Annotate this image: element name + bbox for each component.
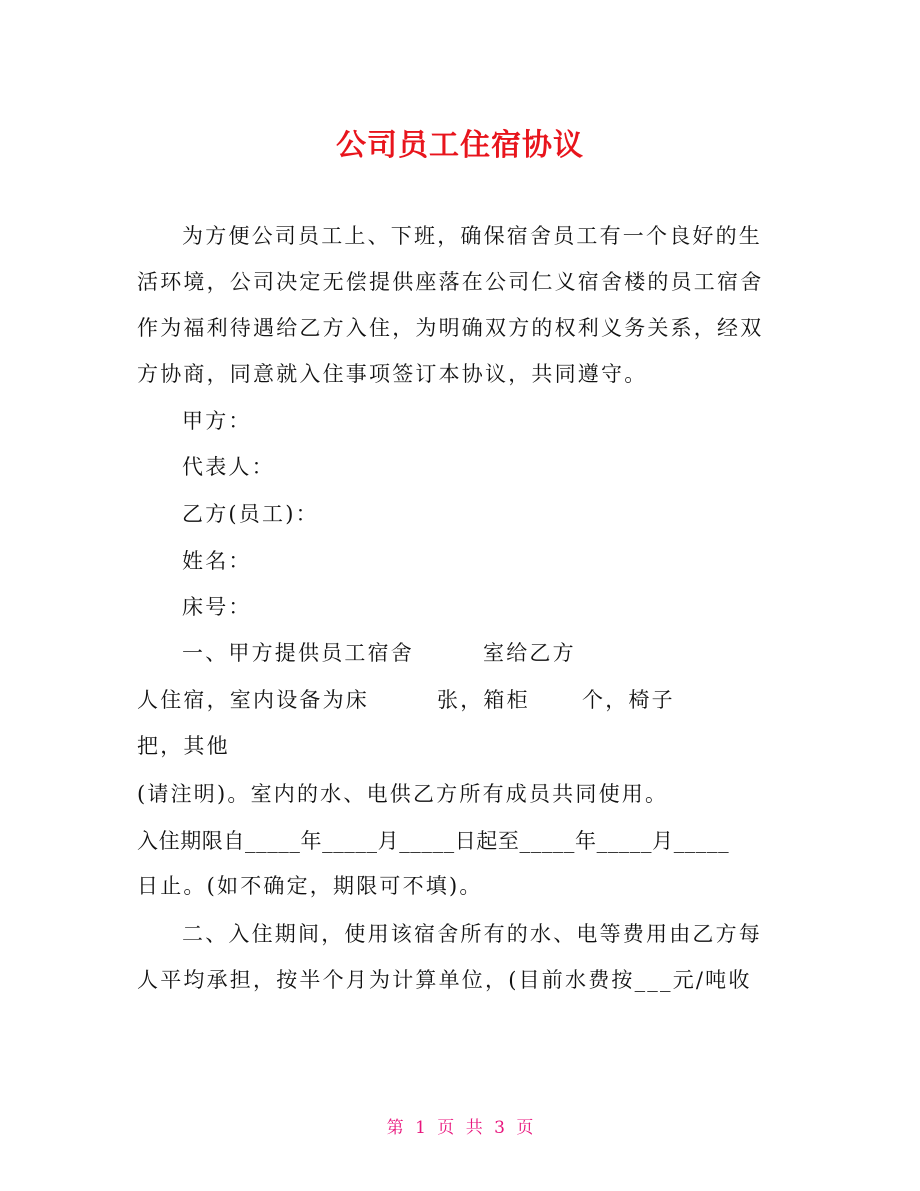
paragraph-line: 方协商，同意就入住事项签订本协议，共同遵守。 bbox=[137, 362, 648, 386]
clause-text: 二、入住期间，使用该宿舍所有的水、电等费用由乙方每 bbox=[182, 922, 762, 946]
clause-text: 个，椅子 bbox=[582, 688, 675, 712]
clause-text: 张，箱柜 bbox=[437, 688, 530, 712]
field-bed-number: 床号： bbox=[182, 595, 252, 619]
paragraph-line: 作为福利待遇给乙方入住，为明确双方的权利义务关系，经双 bbox=[137, 316, 764, 340]
document-title: 公司员工住宿协议 bbox=[336, 128, 584, 163]
clause-text: (请注明)。室内的水、电供乙方所有成员共同使用。 bbox=[137, 782, 669, 806]
clause-text: 日止。(如不确定，期限可不填)。 bbox=[137, 874, 483, 898]
paragraph-line: 活环境，公司决定无偿提供座落在公司仁义宿舍楼的员工宿舍 bbox=[137, 270, 764, 294]
field-party-a: 甲方： bbox=[182, 409, 252, 433]
clause-text: 人住宿，室内设备为床 bbox=[137, 688, 369, 712]
clause-text: 人平均承担，按半个月为计算单位，(目前水费按___元/吨收 bbox=[137, 968, 752, 992]
field-representative: 代表人： bbox=[182, 455, 275, 479]
field-party-b: 乙方(员工)： bbox=[182, 502, 319, 526]
clause-text: 入住期限自_____年_____月_____日起至_____年_____月_____ bbox=[137, 829, 730, 853]
field-name: 姓名： bbox=[182, 549, 252, 573]
clause-text: 一、甲方提供员工宿舍 bbox=[182, 641, 414, 665]
paragraph-line: 为方便公司员工上、下班，确保宿舍员工有一个良好的生 bbox=[182, 224, 762, 248]
clause-text: 室给乙方 bbox=[483, 641, 576, 665]
page-footer: 第 1 页 共 3 页 bbox=[386, 1118, 534, 1138]
clause-text: 把，其他 bbox=[137, 734, 230, 758]
